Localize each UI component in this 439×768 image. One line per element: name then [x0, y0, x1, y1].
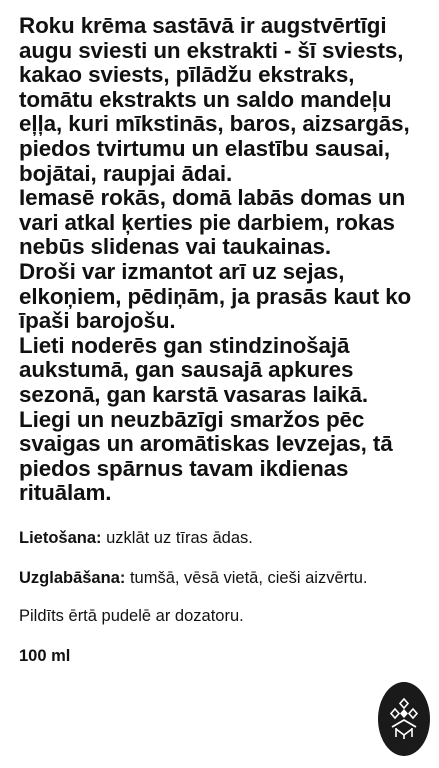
description-paragraph-2: Iemasē rokās, domā labās domas un vari atkal ķerties pie darbiem, rokas nebūs slidenas vai taukainas.	[19, 185, 406, 260]
brand-logo-icon	[378, 682, 430, 756]
volume-info: 100 ml	[19, 646, 71, 665]
storage-text: tumšā, vēsā vietā, cieši aizvērtu.	[125, 568, 368, 587]
usage-text: uzklāt uz tīras ādas.	[101, 528, 253, 547]
product-details	[19, 526, 421, 669]
storage-label: Uzglabāšana:	[19, 568, 126, 587]
usage-info	[19, 526, 421, 551]
description-paragraph-5: Liegi un neuzbāzīgi smaržos pēc svaigas un aromātiskas Ievzejas, tā piedos spārnus tavam ikdienas rituālam.	[19, 406, 393, 506]
description-paragraph-3: Droši var izmantot arī uz sejas, elkoņiem, pēdiņām, ja prasās kaut ko īpaši barojošu.	[19, 258, 412, 334]
usage-label: Lietošana:	[19, 528, 102, 547]
description-paragraph-1: Roku krēma sastāvā ir augstvērtīgi augu sviesti un ekstrakti - šī sviests, kakao sviests, pīlādžu ekstraks, tomātu ekstrakts un saldo mandeļu eļļa, kuri mīkstinās, baros, aizsargās, piedos tvirtumu un elastību sausai, bojātai, raupjai ādai.	[19, 13, 410, 186]
product-description	[19, 14, 421, 506]
packaging-info: Pildīts ērtā pudelē ar dozatoru.	[19, 606, 244, 625]
storage-info	[19, 566, 421, 591]
description-paragraph-4: Lieti noderēs gan stindzinošajā aukstumā, gan sausajā apkures sezonā, gan karstā vasaras laikā.	[19, 332, 368, 407]
